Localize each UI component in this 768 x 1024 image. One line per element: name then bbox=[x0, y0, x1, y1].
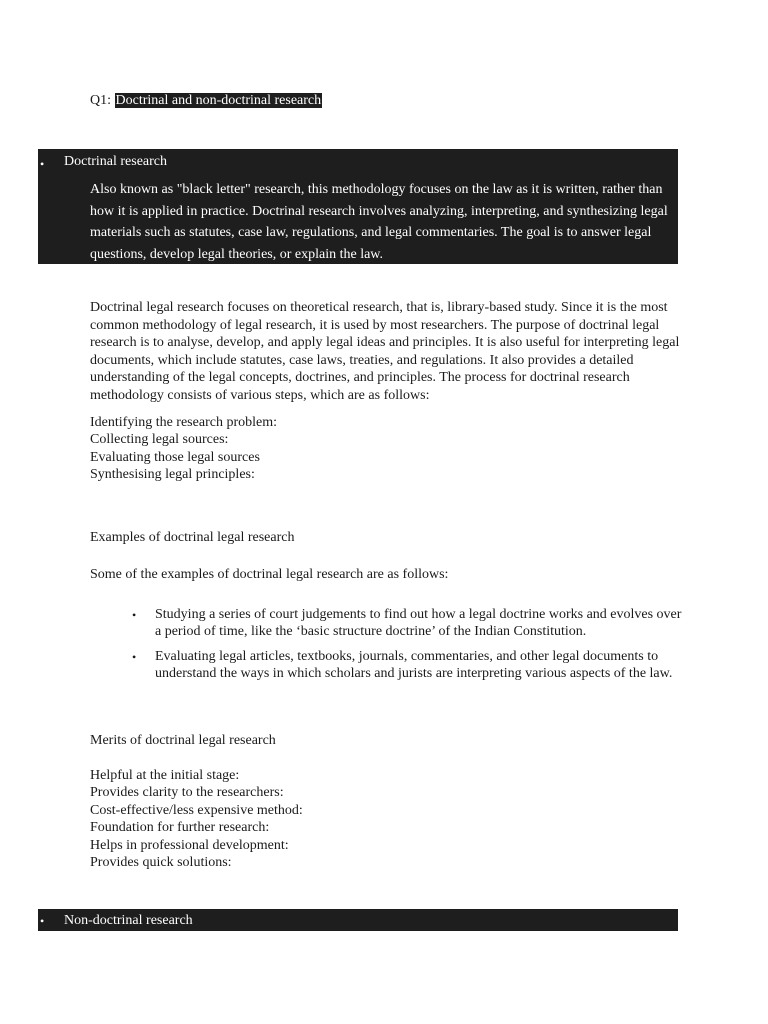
merit-item: Helps in professional development: bbox=[90, 837, 289, 853]
bullet-icon: • bbox=[132, 608, 137, 622]
title-highlight: Doctrinal and non-doctrinal research bbox=[115, 93, 322, 108]
intro-paragraph: Doctrinal legal research focuses on theoretical research, that is, library-based study. Since it is the most common methodology of legal research, it is used by most researchers. The purpose of doctrinal legal research is to analyse, develop, and apply legal ideas and principles. It is also useful for interpreting legal documents, which include statutes, case laws, treaties, and regulations. It also provides a detailed understanding of the legal concepts, doctrines, and principles. The process for doctrinal research methodology consists of various steps, which are as follows: bbox=[90, 300, 680, 403]
example-text: Studying a series of court judgements to find out how a legal doctrine works and evolves over a period of time, like the ‘basic structure doctrine’ of the Indian Constitution. bbox=[155, 607, 682, 639]
process-step: Identifying the research problem: bbox=[90, 415, 277, 430]
bullet-icon: • bbox=[132, 650, 137, 664]
merit-item: Foundation for further research: bbox=[90, 820, 270, 836]
process-step: Evaluating those legal sources bbox=[90, 449, 260, 465]
list-item bbox=[132, 607, 682, 640]
process-steps-list bbox=[90, 414, 680, 484]
title-prefix: Q1: bbox=[90, 93, 115, 108]
page-title bbox=[90, 92, 322, 110]
example-text: Evaluating legal articles, textbooks, journals, commentaries, and other legal documents to understand the ways in which scholars and jurists are interpreting various aspects of the law. bbox=[155, 649, 673, 681]
process-step: Synthesising legal principles: bbox=[90, 467, 255, 483]
non-doctrinal-research-block bbox=[38, 909, 678, 931]
merit-item: Provides clarity to the researchers: bbox=[90, 785, 284, 801]
examples-intro: Some of the examples of doctrinal legal research are as follows: bbox=[90, 567, 449, 582]
examples-list bbox=[132, 607, 682, 682]
merit-item: Helpful at the initial stage: bbox=[90, 768, 240, 783]
list-item bbox=[132, 649, 682, 682]
non-doctrinal-research-label: Non-doctrinal research bbox=[64, 913, 193, 928]
process-step: Collecting legal sources: bbox=[90, 432, 229, 448]
doctrinal-research-description: Also known as "black letter" research, this methodology focuses on the law as it is written, rather than how it is applied in practice. Doctrinal research involves analyzing, interpreting, and synthesizing legal materials such as statutes, case law, regulations, and legal commentaries. The goal is to answer legal questions, develop legal theories, or explain the law. bbox=[90, 182, 668, 262]
bullet-icon: • bbox=[40, 157, 45, 171]
doctrinal-research-label: Doctrinal research bbox=[64, 154, 167, 169]
doctrinal-research-block bbox=[38, 149, 678, 264]
merit-item: Provides quick solutions: bbox=[90, 855, 232, 871]
examples-heading: Examples of doctrinal legal research bbox=[90, 530, 295, 545]
merits-heading: Merits of doctrinal legal research bbox=[90, 733, 276, 748]
merits-list bbox=[90, 767, 680, 871]
merit-item: Cost-effective/less expensive method: bbox=[90, 802, 303, 818]
bullet-icon: • bbox=[40, 914, 45, 928]
